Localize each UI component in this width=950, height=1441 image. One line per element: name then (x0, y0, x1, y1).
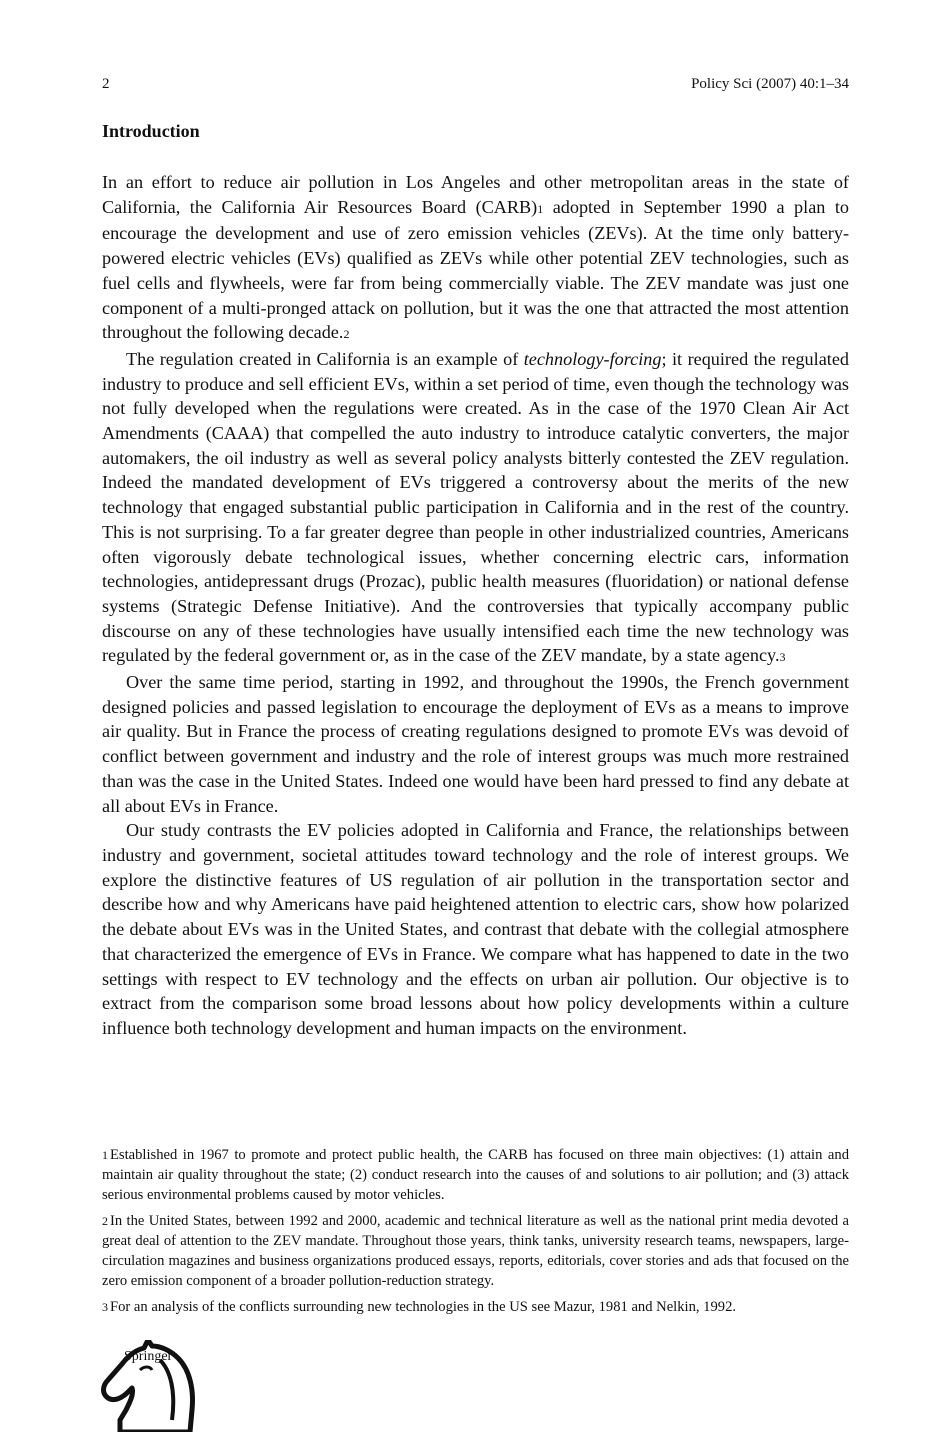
body-text (102, 170, 849, 1041)
footnote: 2 In the United States, between 1992 and 2000, academic and technical literature as well as the national print media devoted a great deal of attention to the ZEV mandate. Throughout those years, think tanks, university research teams, newspapers, large-circulation magazines and business organizations produced essays, reports, editorials, cover stories and ads that focused on the zero emission component of a broader pollution-reduction strategy. (102, 1213, 849, 1289)
footnote-marker: 2 (343, 327, 350, 342)
footnote: 3 For an analysis of the conflicts surrounding new technologies in the US see Mazur, 1981 and Nelkin, 1992. (102, 1299, 737, 1315)
running-header (102, 76, 849, 100)
italic-term: technology-forcing (523, 348, 662, 369)
paragraph-4: Our study contrasts the EV policies adopted in California and France, the relationships between industry and government, societal attitudes toward technology and the role of interest groups. We explore the distinctive features of US regulation of air pollution in the transportation sector and describe how and why Americans have paid heightened attention to electric cars, show how polarized the debate about EVs was in the United States, and contrast that debate with the collegial atmosphere that characterized the emergence of EVs in France. We compare what has happened to date in the two settings with respect to EV technology and the effects on urban air pollution. Our objective is to extract from the comparison some broad lessons about how policy developments within a culture influence both technology development and human impacts on the environment. (102, 820, 849, 1038)
paragraph-1: In an effort to reduce air pollution in Los Angeles and other metropolitan areas in the state of California, the California Air Resources Board (CARB)1 adopted in September 1990 a plan to encourage the development and use of zero emission vehicles (ZEVs). At the time only battery-powered electric vehicles (EVs) qualified as ZEVs while other potential ZEV technologies, such as fuel cells and flywheels, were far from being commercially viable. The ZEV mandate was just one component of a multi-pronged attack on pollution, but it was the one that attracted the most attention throughout the following decade.2 (102, 172, 849, 343)
journal-citation: Policy Sci (2007) 40:1–34 (691, 76, 849, 92)
footnote: 1 Established in 1967 to promote and protect public health, the CARB has focused on three main objectives: (1) attain and maintain air quality throughout the state; (2) conduct research into the causes of and solutions to air pollution; and (3) attack serious environmental problems caused by motor vehicles. (102, 1147, 849, 1203)
footnote-marker: 1 (537, 201, 544, 216)
paragraph-2: The regulation created in California is an example of technology-forcing; it required the regulated industry to produce and sell efficient EVs, within a set period of time, even though the technology was not fully developed when the regulations were created. As in the case of the 1970 Clean Air Act Amendments (CAAA) that compelled the auto industry to introduce catalytic converters, the major automakers, the oil industry as well as several policy analysts bitterly contested the ZEV regulation. Indeed the mandated development of EVs triggered a controversy about the merits of the new technology that engaged substantial public participation in California and in the rest of the country. This is not surprising. To a far greater degree than people in other industrialized countries, Americans often vigorously debate technological issues, whether concerning electric cars, information technologies, antidepressant drugs (Prozac), public health measures (fluoridation) or national defense systems (Strategic Defense Initiative). And the controversies that typically accompany public discourse on any of these technologies have usually intensified each time the new technology was regulated by the federal government or, as in the case of the ZEV mandate, by a state agency.3 (102, 348, 849, 666)
publisher-name: Springer (124, 1349, 173, 1364)
section-heading: Introduction (102, 121, 200, 141)
footnote-marker: 3 (779, 650, 786, 665)
paragraph-3: Over the same time period, starting in 1992, and throughout the 1990s, the French government designed policies and passed legislation to encourage the deployment of EVs as a means to improve air quality. But in France the process of creating regulations designed to promote EVs was devoid of conflict between government and industry and the role of interest groups was much more restrained than was the case in the United States. Indeed one would have been hard pressed to find any debate at all about EVs in France. (102, 672, 849, 816)
footnotes (102, 1145, 849, 1323)
page-number: 2 (102, 76, 110, 92)
